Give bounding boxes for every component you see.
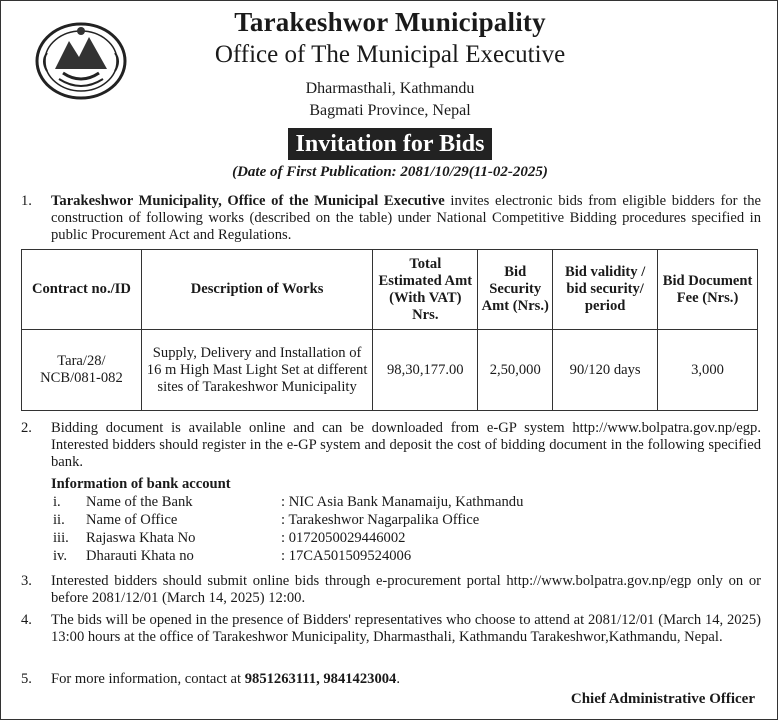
paragraph-number: 4. xyxy=(21,612,32,628)
cell-description: Supply, Delivery and Installation of 16 m High Mast Light Set at different sites of Tarakeshwor Municipality xyxy=(141,330,373,411)
invitation-heading: Invitation for Bids xyxy=(288,128,493,160)
paragraph-number: 1. xyxy=(21,193,32,209)
header-validity: Bid validity / bid security/ period xyxy=(553,250,658,330)
header-description: Description of Works xyxy=(141,250,373,330)
header-fee: Bid Document Fee (Nrs.) xyxy=(658,250,758,330)
office-title: Office of The Municipal Executive xyxy=(214,41,566,68)
bank-row-value: : 17CA501509524006 xyxy=(281,548,412,564)
paragraph-2-text: Bidding document is available online and can be downloaded from e-GP system http://www.bolpatra.gov.np/egp. Interested bidders should register in the e-GP system and deposit the cost of bidding document in the following specified bank. xyxy=(51,420,761,470)
municipality-title: Tarakeshwor Municipality xyxy=(234,7,546,37)
paragraph-3 xyxy=(21,573,761,607)
bank-row-value: : 0172050029446002 xyxy=(281,530,406,546)
paragraph-1-text: invites electronic bids from eligible bidders for the construction of following works (described on the table) under National Competitive Bidding procedures specified in public Procurement Act and Regulations. xyxy=(51,193,761,243)
paragraph-number: 3. xyxy=(21,573,32,589)
table-header-row xyxy=(22,250,758,330)
cell-fee: 3,000 xyxy=(658,330,758,411)
paragraph-2 xyxy=(21,420,761,471)
paragraph-5-end: . xyxy=(396,671,400,687)
bid-table xyxy=(21,249,758,411)
bank-row-numeral: i. xyxy=(53,494,61,510)
paragraph-5 xyxy=(21,671,761,688)
cell-security: 2,50,000 xyxy=(478,330,553,411)
header-amount: Total Estimated Amt (With VAT) Nrs. xyxy=(373,250,478,330)
paragraph-4-text: The bids will be opened in the presence of Bidders' representatives who choose to attend at 2081/12/01 (March 14, 2025) 13:00 hours at the office of Tarakeshwor Municipality, Dharmasthali, Kathmandu Tarakeshwor,Kathmandu, Nepal. xyxy=(51,612,761,645)
bank-row-label: Name of Office xyxy=(86,512,178,528)
paragraph-number: 5. xyxy=(21,671,32,687)
cell-validity: 90/120 days xyxy=(553,330,658,411)
signature-title: Chief Administrative Officer xyxy=(570,691,755,707)
paragraph-number: 2. xyxy=(21,420,32,436)
bank-info-heading: Information of bank account xyxy=(51,476,231,492)
bank-row-label: Rajaswa Khata No xyxy=(86,530,196,546)
contact-numbers: 9851263111, 9841423004 xyxy=(244,671,397,687)
publication-date: (Date of First Publication: 2081/10/29(11-02-2025) xyxy=(232,164,548,180)
header-contract: Contract no./ID xyxy=(22,250,142,330)
bank-row-numeral: iv. xyxy=(53,548,68,564)
address-line-1: Dharmasthali, Kathmandu xyxy=(305,80,475,97)
paragraph-4 xyxy=(21,612,761,646)
cell-amount: 98,30,177.00 xyxy=(373,330,478,411)
cell-contract: Tara/28/ NCB/081-082 xyxy=(22,330,142,411)
bank-row-numeral: ii. xyxy=(53,512,65,528)
paragraph-1 xyxy=(21,193,761,244)
bank-row-value: : Tarakeshwor Nagarpalika Office xyxy=(281,512,480,528)
table-row xyxy=(22,330,758,411)
bank-row-label: Name of the Bank xyxy=(86,494,193,510)
paragraph-3-text: Interested bidders should submit online bids through e-procurement portal http://www.bolpatra.gov.np/egp only on or before 2081/12/01 (March 14, 2025) 12:00. xyxy=(51,573,761,606)
paragraph-5-text: For more information, contact at xyxy=(51,671,245,687)
bank-row-label: Dharauti Khata no xyxy=(86,548,194,564)
bank-row-numeral: iii. xyxy=(53,530,69,546)
paragraph-1-bold: Tarakeshwor Municipality, Office of the Municipal Executive xyxy=(51,193,445,209)
address-line-2: Bagmati Province, Nepal xyxy=(309,102,471,119)
header-security: Bid Security Amt (Nrs.) xyxy=(478,250,553,330)
bank-row-value: : NIC Asia Bank Manamaiju, Kathmandu xyxy=(281,494,524,510)
